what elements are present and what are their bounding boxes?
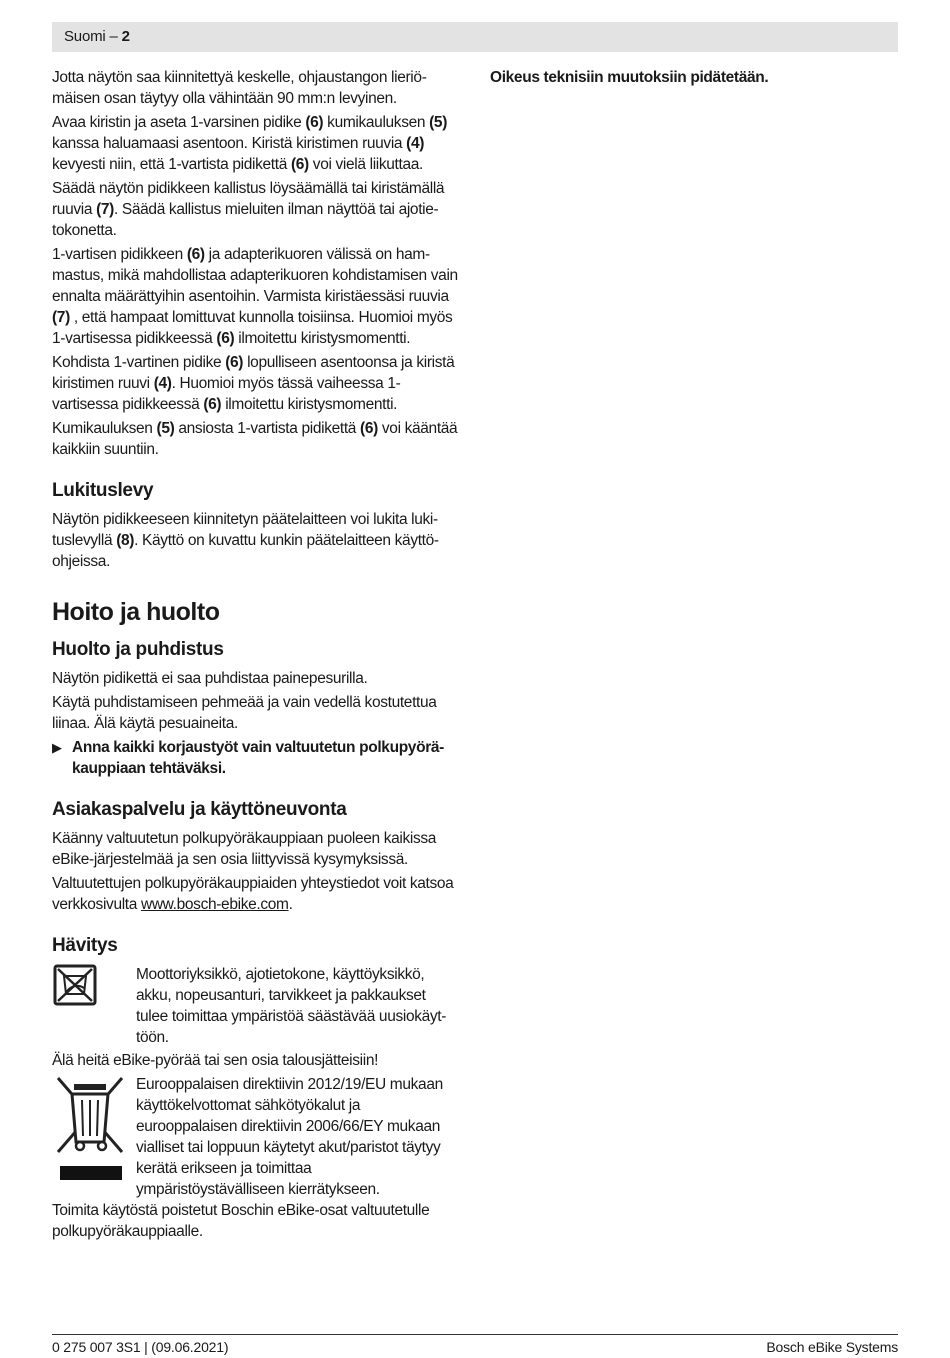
- text-span: . Käyttö on kuvattu kunkin päätelaitteen käyttöohjeissa.: [52, 532, 440, 570]
- disposal-recycle-row: [52, 964, 460, 1048]
- service-paragraph-1: Näytön pidikettä ei saa puhdistaa painepesurilla.: [52, 670, 368, 687]
- service-paragraph-2: Käytä puhdistamiseen pehmeää ja vain vedellä kostutettua liinaa. Älä käytä pesuaineita.: [52, 694, 437, 732]
- ref-number: (5): [156, 420, 175, 437]
- ref-number: (6): [360, 420, 378, 437]
- text-span: Näytön pidikkeeseen kiinnitetyn päätelaitteen voi lukita lukituslevyllä: [52, 511, 439, 549]
- service-cleaning-heading: Huolto ja puhdistus: [52, 639, 224, 660]
- ref-number: (7): [96, 201, 114, 218]
- bosch-ebike-link[interactable]: www.bosch-ebike.com: [141, 896, 289, 913]
- text-span: kumikauluksen: [323, 114, 430, 131]
- text-span: . Huomioi myös tässä vaiheessa 1-vartisessa pidikkeessä: [52, 375, 401, 413]
- footer-divider: [52, 1334, 898, 1335]
- warning-triangle-icon: ▶: [52, 740, 62, 755]
- text-span: . Säädä kallistus mieluiten ilman näyttöä tai ajotietokonetta.: [52, 201, 439, 239]
- ref-number: (4): [406, 135, 425, 152]
- text-span: Valtuutettujen polkupyöräkauppiaiden yhteystiedot voit katsoa verkkosivulta: [52, 875, 454, 913]
- disposal-paragraph-4: Toimita käytöstä poistetut Boschin eBike-osat valtuutetulle polkupyöräkauppiaalle.: [52, 1202, 430, 1240]
- lock-plate-heading: Lukituslevy: [52, 480, 154, 501]
- text-span: kanssa haluamaasi asentoon. Kiristä kiristimen ruuvia: [52, 135, 407, 152]
- mounting-paragraph-1: Jotta näytön saa kiinnitettyä keskelle, ohjaustangon lieriömäisen osan täytyy olla vähintään 90 mm:n levyinen.: [52, 69, 427, 107]
- ref-number: (7): [52, 309, 70, 326]
- left-column: [52, 67, 460, 1245]
- mounting-paragraph-4: [52, 244, 460, 349]
- text-span: ilmoitettu kiristysmomentti.: [234, 330, 411, 347]
- no-household-waste-icon: [52, 964, 98, 1006]
- icon-cell: [52, 1074, 136, 1200]
- support-paragraph-1: Käänny valtuutetun polkupyöräkauppiaan puoleen kaikissa eBike-järjestelmää ja sen osia liittyvissä kysymyksissä.: [52, 830, 437, 868]
- text-span: ja adapterikuoren välissä on hammastus, mikä mahdollistaa adapterikuoren kohdistamisen vain ennalta määrättyihin asentoihin. Varmista kiristäessäsi ruuvia: [52, 246, 458, 305]
- icon-cell: [52, 964, 136, 1048]
- support-paragraph-2: [52, 873, 460, 915]
- disposal-paragraph-3: Eurooppalaisen direktiivin 2012/19/EU mukaan käyttökelvottomat sähkötyökalut ja eurooppalaisen direktiivin 2006/66/EY mukaan vialliset tai loppuun käytetyt akut/paristot täytyy kerätä erikseen ja toimittaa ympäristöystävälliseen kierrätykseen.: [136, 1076, 443, 1198]
- text-span: Kohdista 1-vartinen pidike: [52, 354, 226, 371]
- technical-changes-note: Oikeus teknisiin muutoksiin pidätetään.: [490, 69, 769, 86]
- disposal-weee-row: [52, 1074, 460, 1200]
- ref-number: (8): [116, 532, 135, 549]
- text-span: 1-vartisen pidikkeen: [52, 246, 187, 263]
- ref-number: (6): [186, 246, 205, 263]
- ref-number: (6): [305, 114, 324, 131]
- ref-number: (6): [216, 330, 235, 347]
- crossed-bin-icon: [52, 1074, 128, 1186]
- mounting-paragraph-6: [52, 418, 460, 460]
- ref-number: (6): [290, 156, 309, 173]
- ref-number: (5): [429, 114, 448, 131]
- lock-plate-paragraph: [52, 509, 460, 572]
- mounting-paragraph-2: [52, 112, 460, 175]
- disposal-paragraph-2: Älä heitä eBike-pyörää tai sen osia talousjätteisiin!: [52, 1052, 379, 1069]
- text-span: ansiosta 1-vartista pidikettä: [174, 420, 361, 437]
- support-heading: Asiakaspalvelu ja käyttöneuvonta: [52, 799, 347, 820]
- mounting-paragraph-5: [52, 352, 460, 415]
- header-page-number: 2: [121, 28, 130, 45]
- ref-number: (6): [203, 396, 222, 413]
- warning-text: Anna kaikki korjaustyöt vain valtuutetun polkupyöräkauppiaan tehtäväksi.: [72, 739, 445, 777]
- right-column: [490, 67, 898, 91]
- text-span: .: [288, 896, 293, 913]
- text-span: Avaa kiristin ja aseta 1-varsinen pidike: [52, 114, 306, 131]
- text-span: voi kääntää kaikkiin suuntiin.: [52, 420, 458, 458]
- ref-number: (4): [153, 375, 172, 392]
- service-warning: [52, 737, 460, 779]
- footer-brand: Bosch eBike Systems: [766, 1339, 898, 1355]
- text-span: voi vielä liikuttaa.: [308, 156, 423, 173]
- text-span: lopulliseen asentoonsa ja kiristä kiristimen ruuvi: [52, 354, 455, 392]
- page-header: [52, 22, 898, 52]
- text-span: kevyesti niin, että 1-vartista pidikettä: [52, 156, 291, 173]
- text-span: Kumikauluksen: [52, 420, 157, 437]
- maintenance-heading: Hoito ja huolto: [52, 598, 220, 626]
- ref-number: (6): [225, 354, 244, 371]
- disposal-heading: Hävitys: [52, 935, 118, 956]
- mounting-paragraph-3: [52, 178, 460, 241]
- text-span: , että hampaat lomittuvat kunnolla toisiinsa. Huomioi myös 1-vartisessa pidikkeessä: [52, 309, 453, 347]
- header-language: Suomi –: [64, 28, 118, 45]
- text-span: Säädä näytön pidikkeen kallistus löysäämällä tai kiristämällä ruuvia: [52, 180, 445, 218]
- disposal-paragraph-1: Moottoriyksikkö, ajotietokone, käyttöyksikkö, akku, nopeusanturi, tarvikkeet ja pakkaukset tulee toimittaa ympäristöä säästävää uusiokäyttöön.: [136, 966, 447, 1046]
- footer-doc-id: 0 275 007 3S1 | (09.06.2021): [52, 1339, 229, 1355]
- text-span: ilmoitettu kiristysmomentti.: [221, 396, 398, 413]
- header-text: [64, 28, 130, 45]
